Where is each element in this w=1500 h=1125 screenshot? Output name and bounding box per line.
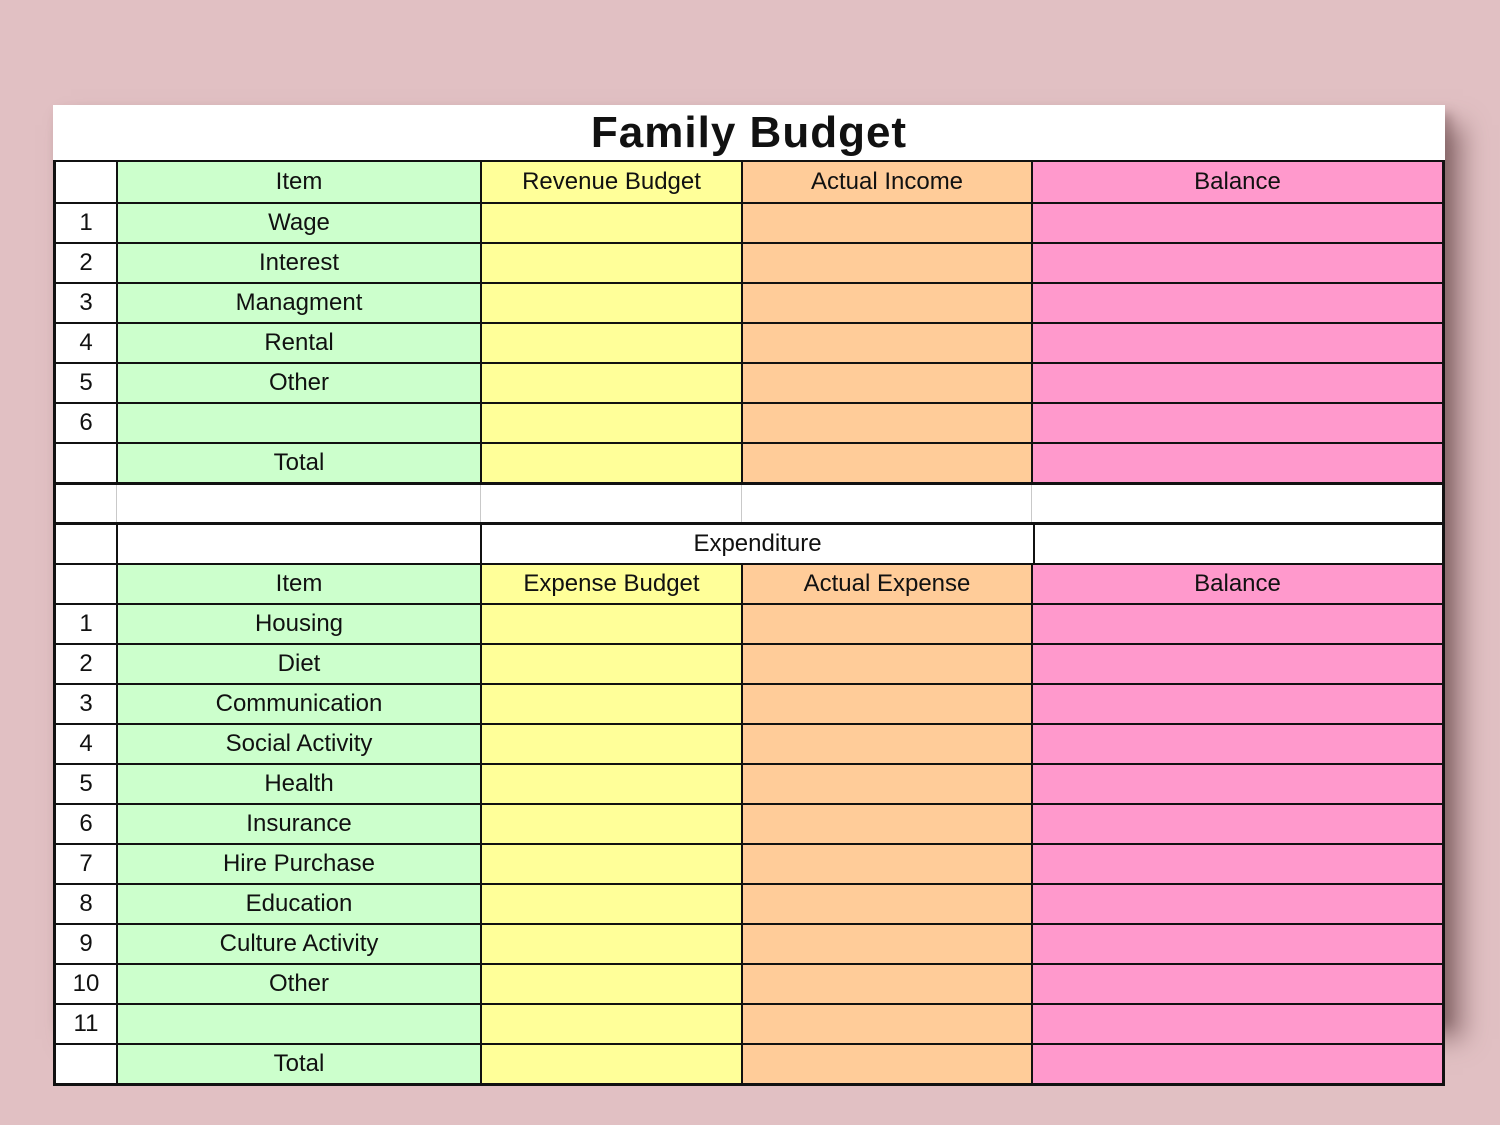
balance-cell[interactable] bbox=[1031, 284, 1442, 322]
row-number: 2 bbox=[56, 645, 116, 683]
item-label: Managment bbox=[116, 284, 480, 322]
expense-budget-cell[interactable] bbox=[480, 685, 741, 723]
balance-cell[interactable] bbox=[1031, 244, 1442, 282]
row-number: 4 bbox=[56, 324, 116, 362]
row-number: 5 bbox=[56, 765, 116, 803]
page-title: Family Budget bbox=[590, 107, 908, 157]
income-row bbox=[56, 322, 1442, 362]
item-label bbox=[116, 404, 480, 442]
total-label: Total bbox=[116, 444, 480, 482]
item-label: Other bbox=[116, 364, 480, 402]
item-label: Other bbox=[116, 965, 480, 1003]
row-number bbox=[56, 444, 116, 482]
expenditure-section-header: Expenditure bbox=[480, 525, 1033, 563]
balance-cell[interactable] bbox=[1031, 364, 1442, 402]
actual-expense-cell[interactable] bbox=[741, 645, 1031, 683]
expense-row bbox=[56, 643, 1442, 683]
row-number: 1 bbox=[56, 204, 116, 242]
expense-budget-cell[interactable] bbox=[480, 965, 741, 1003]
actual-income-cell[interactable] bbox=[741, 324, 1031, 362]
item-label bbox=[116, 1005, 480, 1043]
row-number: 1 bbox=[56, 605, 116, 643]
expense-row bbox=[56, 763, 1442, 803]
spacer-row bbox=[56, 482, 1442, 522]
column-header-actual-expense: Actual Expense bbox=[741, 565, 1031, 603]
balance-cell[interactable] bbox=[1031, 925, 1442, 963]
expense-budget-cell[interactable] bbox=[480, 885, 741, 923]
row-number bbox=[56, 1045, 116, 1083]
balance-cell[interactable] bbox=[1031, 404, 1442, 442]
balance-cell[interactable] bbox=[1031, 725, 1442, 763]
item-label: Housing bbox=[116, 605, 480, 643]
budget-grid bbox=[53, 160, 1445, 1086]
expense-budget-cell[interactable] bbox=[480, 605, 741, 643]
actual-income-cell[interactable] bbox=[741, 284, 1031, 322]
expense-budget-cell[interactable] bbox=[480, 725, 741, 763]
actual-income-cell[interactable] bbox=[741, 204, 1031, 242]
income-row bbox=[56, 402, 1442, 442]
actual-income-cell[interactable] bbox=[741, 364, 1031, 402]
actual-expense-cell[interactable] bbox=[741, 725, 1031, 763]
balance-cell[interactable] bbox=[1031, 324, 1442, 362]
spacer-cell bbox=[1033, 525, 1442, 563]
balance-cell[interactable] bbox=[1031, 204, 1442, 242]
revenue-budget-cell[interactable] bbox=[480, 244, 741, 282]
item-label: Culture Activity bbox=[116, 925, 480, 963]
spacer-cell bbox=[480, 485, 741, 522]
column-header-actual-income: Actual Income bbox=[741, 162, 1031, 202]
item-label: Hire Purchase bbox=[116, 845, 480, 883]
row-number: 6 bbox=[56, 404, 116, 442]
column-header-balance: Balance bbox=[1031, 565, 1442, 603]
balance-cell[interactable] bbox=[1031, 645, 1442, 683]
column-header-item: Item bbox=[116, 162, 480, 202]
item-label: Social Activity bbox=[116, 725, 480, 763]
column-header-item: Item bbox=[116, 565, 480, 603]
balance-total-cell[interactable] bbox=[1031, 444, 1442, 482]
row-number: 8 bbox=[56, 885, 116, 923]
expense-budget-cell[interactable] bbox=[480, 1005, 741, 1043]
actual-expense-cell[interactable] bbox=[741, 885, 1031, 923]
row-number: 3 bbox=[56, 685, 116, 723]
spacer-cell bbox=[1031, 485, 1442, 522]
expense-budget-cell[interactable] bbox=[480, 645, 741, 683]
row-number: 6 bbox=[56, 805, 116, 843]
revenue-budget-cell[interactable] bbox=[480, 284, 741, 322]
balance-cell[interactable] bbox=[1031, 765, 1442, 803]
item-label: Interest bbox=[116, 244, 480, 282]
actual-expense-cell[interactable] bbox=[741, 845, 1031, 883]
revenue-budget-cell[interactable] bbox=[480, 204, 741, 242]
column-header-expense-budget: Expense Budget bbox=[480, 565, 741, 603]
row-number: 4 bbox=[56, 725, 116, 763]
item-label: Diet bbox=[116, 645, 480, 683]
row-number: 10 bbox=[56, 965, 116, 1003]
revenue-budget-cell[interactable] bbox=[480, 404, 741, 442]
income-row bbox=[56, 202, 1442, 242]
actual-income-cell[interactable] bbox=[741, 404, 1031, 442]
expense-budget-cell[interactable] bbox=[480, 925, 741, 963]
actual-income-cell[interactable] bbox=[741, 244, 1031, 282]
balance-cell[interactable] bbox=[1031, 965, 1442, 1003]
actual-expense-total-cell[interactable] bbox=[741, 1045, 1031, 1083]
balance-total-cell[interactable] bbox=[1031, 1045, 1442, 1083]
income-row bbox=[56, 242, 1442, 282]
balance-cell[interactable] bbox=[1031, 805, 1442, 843]
revenue-budget-total-cell[interactable] bbox=[480, 444, 741, 482]
income-row bbox=[56, 362, 1442, 402]
income-row bbox=[56, 282, 1442, 322]
row-number: 11 bbox=[56, 1005, 116, 1043]
balance-cell[interactable] bbox=[1031, 885, 1442, 923]
column-header-balance: Balance bbox=[1031, 162, 1442, 202]
spacer-cell bbox=[56, 485, 116, 522]
row-number: 2 bbox=[56, 244, 116, 282]
actual-expense-cell[interactable] bbox=[741, 1005, 1031, 1043]
corner-cell bbox=[56, 162, 116, 202]
expense-budget-cell[interactable] bbox=[480, 845, 741, 883]
expense-row bbox=[56, 803, 1442, 843]
expense-row bbox=[56, 1003, 1442, 1043]
expense-budget-cell[interactable] bbox=[480, 765, 741, 803]
balance-cell[interactable] bbox=[1031, 1005, 1442, 1043]
item-label: Wage bbox=[116, 204, 480, 242]
actual-expense-cell[interactable] bbox=[741, 765, 1031, 803]
expense-total-row bbox=[56, 1043, 1442, 1083]
balance-cell[interactable] bbox=[1031, 845, 1442, 883]
column-header-revenue-budget: Revenue Budget bbox=[480, 162, 741, 202]
expense-budget-cell[interactable] bbox=[480, 805, 741, 843]
spacer-cell bbox=[116, 485, 480, 522]
item-label: Insurance bbox=[116, 805, 480, 843]
balance-cell[interactable] bbox=[1031, 605, 1442, 643]
revenue-budget-cell[interactable] bbox=[480, 364, 741, 402]
expense-row bbox=[56, 963, 1442, 1003]
expense-row bbox=[56, 843, 1442, 883]
spacer-cell bbox=[741, 485, 1031, 522]
budget-sheet bbox=[53, 105, 1445, 1077]
expense-row bbox=[56, 723, 1442, 763]
row-number: 3 bbox=[56, 284, 116, 322]
actual-income-total-cell[interactable] bbox=[741, 444, 1031, 482]
item-label: Rental bbox=[116, 324, 480, 362]
expense-row bbox=[56, 883, 1442, 923]
total-label: Total bbox=[116, 1045, 480, 1083]
row-number: 9 bbox=[56, 925, 116, 963]
balance-cell[interactable] bbox=[1031, 685, 1442, 723]
item-label: Communication bbox=[116, 685, 480, 723]
item-label: Education bbox=[116, 885, 480, 923]
spacer-cell bbox=[116, 525, 480, 563]
corner-cell bbox=[56, 565, 116, 603]
expense-header-row bbox=[56, 563, 1442, 603]
actual-expense-cell[interactable] bbox=[741, 805, 1031, 843]
actual-expense-cell[interactable] bbox=[741, 965, 1031, 1003]
actual-expense-cell[interactable] bbox=[741, 605, 1031, 643]
actual-expense-cell[interactable] bbox=[741, 685, 1031, 723]
expense-row bbox=[56, 683, 1442, 723]
actual-expense-cell[interactable] bbox=[741, 925, 1031, 963]
income-total-row bbox=[56, 442, 1442, 482]
spacer-cell bbox=[56, 525, 116, 563]
expense-budget-total-cell[interactable] bbox=[480, 1045, 741, 1083]
row-number: 7 bbox=[56, 845, 116, 883]
revenue-budget-cell[interactable] bbox=[480, 324, 741, 362]
income-header-row bbox=[56, 162, 1442, 202]
title-band bbox=[53, 105, 1445, 160]
item-label: Health bbox=[116, 765, 480, 803]
row-number: 5 bbox=[56, 364, 116, 402]
expenditure-section-row bbox=[56, 522, 1442, 563]
expense-row bbox=[56, 923, 1442, 963]
expense-row bbox=[56, 603, 1442, 643]
